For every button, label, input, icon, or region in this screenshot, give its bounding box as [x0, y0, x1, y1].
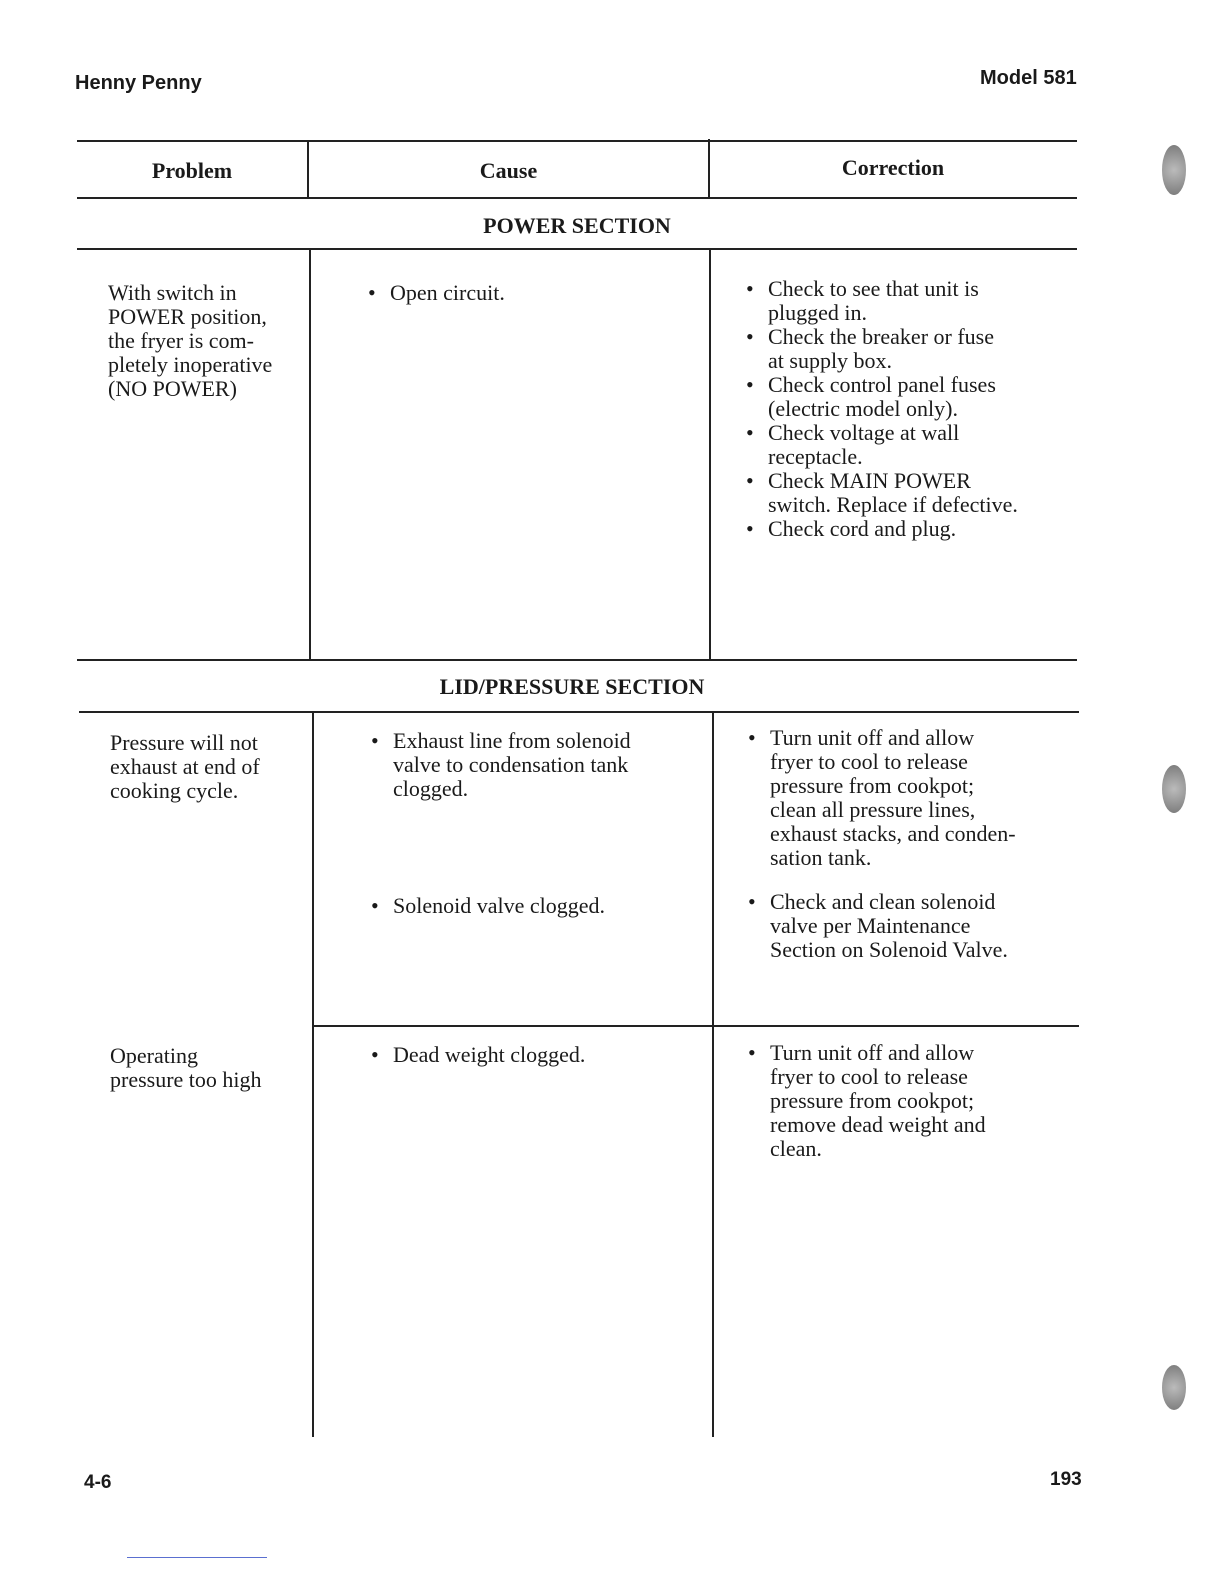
section-page-number: 4-6 [84, 1472, 112, 1493]
binder-hole-shadow [1162, 145, 1186, 195]
correction-item: • Check voltage at wall receptacle. [744, 421, 1018, 469]
column-header-cause: Cause [479, 158, 538, 183]
correction-item: • Check the breaker or fuse at supply box. [744, 325, 1018, 373]
problem-text: Pressure will not exhaust at end of cooking cycle. [110, 730, 260, 803]
correction-item: • Check to see that unit is plugged in. [744, 277, 1018, 325]
correction-list [744, 277, 1018, 541]
correction-item: • Turn unit off and allow fryer to cool to release pressure from cookpot; clean all pressure lines, exhaust stacks, and conden- sation tank. [746, 726, 1016, 870]
cause-item: • Solenoid valve clogged. [369, 894, 631, 918]
correction-item: • Check and clean solenoid valve per Maintenance Section on Solenoid Valve. [746, 890, 1016, 962]
problem-text: Operating pressure too high [110, 1043, 262, 1092]
section-title-lid-pressure: LID/PRESSURE SECTION [439, 674, 705, 699]
binder-hole-shadow [1162, 1365, 1186, 1410]
correction-item: • Check cord and plug. [744, 517, 1018, 541]
section-rule [77, 659, 1077, 661]
header-bottom-rule [77, 197, 1077, 199]
correction-item: • Check MAIN POWER switch. Replace if defective. [744, 469, 1018, 517]
row-rule [313, 1025, 1079, 1027]
column-header-problem: Problem [151, 158, 233, 183]
correction-item: • Turn unit off and allow fryer to cool to release pressure from cookpot; remove dead weight and clean. [746, 1041, 986, 1161]
cause-list [369, 729, 631, 918]
column-divider [309, 249, 311, 660]
correction-item: • Check control panel fuses (electric model only). [744, 373, 1018, 421]
section-rule [77, 248, 1077, 250]
column-header-correction: Correction [841, 155, 945, 180]
page-number: 193 [1050, 1469, 1082, 1490]
scan-edge-line [127, 1557, 267, 1558]
correction-list [746, 1041, 986, 1161]
column-divider [312, 712, 314, 1437]
cause-item: • Dead weight clogged. [369, 1043, 585, 1067]
column-divider [712, 712, 714, 1437]
cause-item: • Exhaust line from solenoid valve to condensation tank clogged. [369, 729, 631, 801]
section-title-power: POWER SECTION [483, 213, 671, 238]
section-rule [79, 711, 1079, 713]
problem-text: With switch in POWER position, the fryer is com- pletely inoperative (NO POWER) [108, 280, 273, 401]
column-divider [709, 249, 711, 660]
cause-list [366, 281, 505, 305]
cause-item: • Open circuit. [366, 281, 505, 305]
cause-list [369, 1043, 585, 1067]
table-top-rule [77, 140, 1077, 142]
binder-hole-shadow [1162, 765, 1186, 813]
correction-list [746, 726, 1016, 962]
brand-header: Henny Penny [75, 72, 202, 94]
model-header: Model 581 [980, 67, 1077, 89]
